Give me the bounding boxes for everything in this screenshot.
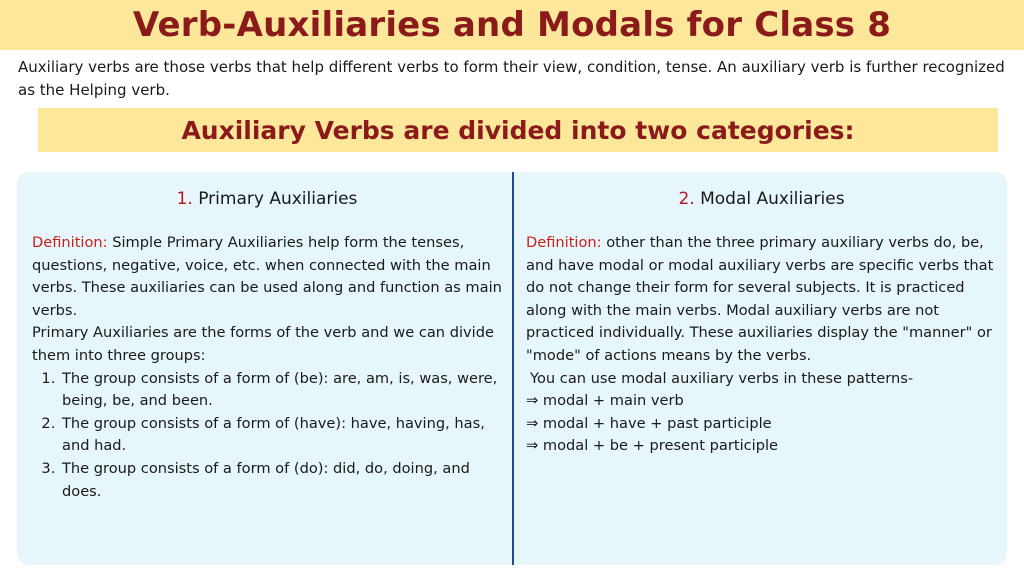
modal-heading	[526, 186, 997, 212]
list-item: 3. The group consists of a form of (do): did, do, doing, and does.	[60, 458, 502, 503]
primary-body	[32, 232, 502, 503]
primary-definition: Simple Primary Auxiliaries help form the tenses, questions, negative, voice, etc. when connected with the main verbs. These auxiliaries can be used along and function as main verbs.	[32, 234, 502, 319]
subtitle-banner	[38, 108, 998, 152]
list-item: 1. The group consists of a form of (be): are, am, is, was, were, being, be, and been.	[60, 368, 502, 413]
primary-heading-text: Primary Auxiliaries	[198, 189, 358, 209]
modal-auxiliaries-column	[514, 172, 1007, 565]
modal-heading-text: Modal Auxiliaries	[700, 189, 845, 209]
modal-definition-label: Definition:	[526, 234, 602, 251]
pattern-item: ⇒ modal + be + present participle	[526, 437, 778, 455]
title-banner	[0, 0, 1024, 50]
modal-definition: other than the three primary auxiliary verbs do, be, and have modal or modal auxiliary verbs are specific verbs that do not change their form for several subjects. It is practiced along with the main verbs. Modal auxiliary verbs are not practiced individually. These auxiliaries display the "manner" or "mode" of actions means by the verbs.	[526, 234, 994, 364]
intro-paragraph: Auxiliary verbs are those verbs that help different verbs to form their view, condition, tense. An auxiliary verb is further recognized as the Helping verb.	[18, 58, 1005, 99]
primary-forms-text: Primary Auxiliaries are the forms of the verb and we can divide them into three groups:	[32, 324, 494, 364]
modal-number: 2.	[678, 189, 695, 209]
pattern-item: ⇒ modal + have + past participle	[526, 414, 772, 432]
page-title: Verb-Auxiliaries and Modals for Class 8	[132, 5, 892, 45]
primary-auxiliaries-column	[17, 172, 512, 565]
subtitle: Auxiliary Verbs are divided into two categories:	[181, 115, 855, 145]
pattern-item: ⇒ modal + main verb	[526, 392, 684, 410]
modal-body	[526, 232, 997, 458]
primary-groups-list	[32, 368, 502, 504]
primary-heading	[32, 186, 502, 212]
primary-number: 1.	[176, 189, 193, 209]
modal-patterns-intro: You can use modal auxiliary verbs in these patterns-	[530, 369, 914, 387]
list-item: 2. The group consists of a form of (have): have, having, has, and had.	[60, 413, 502, 458]
primary-definition-label: Definition:	[32, 234, 108, 251]
